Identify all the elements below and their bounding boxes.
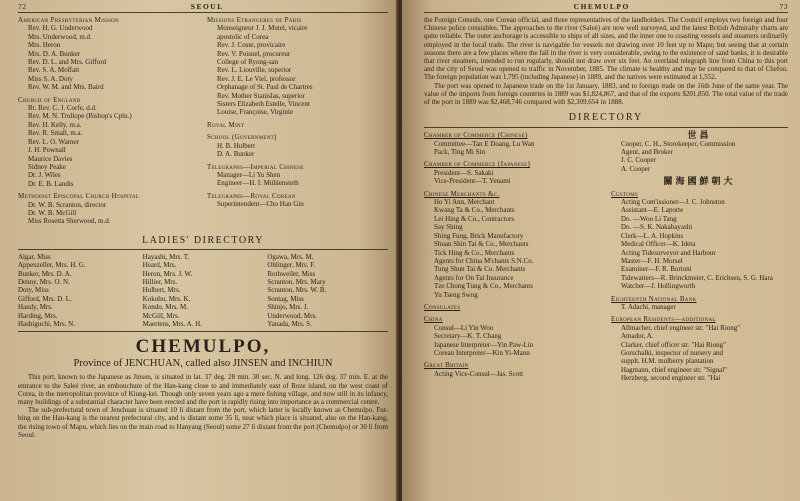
left-directory-col1 [18, 16, 199, 230]
ladies-entry: Appenzeller, Mrs. H. G. [18, 261, 86, 270]
directory-entry: Secretary—K. T. Chang [434, 332, 502, 341]
directory-section [611, 131, 788, 173]
directory-section [424, 361, 601, 378]
section-heading: Chamber of Commerce (Chinese) [424, 131, 528, 140]
right-directory-col2 [611, 131, 788, 386]
directory-section [207, 133, 388, 158]
directory-entry: H. B. Hulbert [217, 141, 256, 150]
directory-entry: Shing Fung, Brick Manufactory [434, 231, 524, 240]
directory-entry: apostolic of Corea [217, 32, 269, 41]
directory-entry: Agents for On Tai Insurance [434, 273, 514, 282]
directory-section [424, 315, 601, 357]
directory-entry: Clarker, chief officer str. "Hai Riong" [621, 340, 727, 349]
section-heading: Telegraphs—Royal Corean [207, 191, 296, 200]
left-running-head [18, 2, 388, 13]
directory-section [611, 315, 788, 382]
directory-entry: Watcher—J. Hollingworth [621, 282, 696, 291]
directory-section [424, 131, 601, 156]
ladies-entry: McGill, Mrs. [142, 311, 180, 320]
directory-entry: Vice-President—T. Yenami [434, 177, 511, 186]
ladies-column [267, 253, 388, 329]
right-page [402, 0, 800, 501]
directory-entry: Consul—Li Yin Woo [434, 323, 494, 332]
ladies-entry: Rothweiler, Miss [267, 269, 316, 278]
section-heading: Royal Mint [207, 120, 245, 129]
directory-section [18, 16, 199, 92]
directory-entry: Rev. V. Poisnel, procureur [217, 49, 291, 58]
directory-entry: Assistant—E. Laporte [621, 206, 684, 215]
directory-entry: Tidewaiters—R. Brinckmeier, C. Erichsen, S. G. Hara [621, 273, 773, 282]
left-page-number: 72 [18, 2, 27, 11]
section-heading: China [424, 315, 443, 324]
chinese-heading: 關海國鮮朝大 [663, 176, 736, 187]
ladies-entry: Heron, Mrs. J. W. [142, 269, 193, 278]
section-heading: Customs [611, 189, 638, 198]
chemulpo-title: CHEMULPO, [135, 336, 271, 358]
directory-entry: Acting Tidesurveyor and Harbour [621, 248, 716, 257]
directory-section [18, 96, 199, 188]
chinese-heading: 世昌 [687, 130, 712, 141]
directory-entry: Japanese Interpreter—Yin Paw-Lin [434, 340, 534, 349]
directory-entry: Herzberg, second engineer str. "Hai [621, 374, 721, 383]
ladies-column [18, 253, 139, 329]
directory-section [18, 192, 199, 226]
directory-entry: Tung Shun Tai & Co. Merchants [434, 265, 526, 274]
directory-entry: Medical Officer—K. Ideta [621, 240, 696, 249]
directory-entry: Shuan Shin Tai & Co., Merchants [434, 240, 529, 249]
directory-entry: President—S. Sakaki [434, 168, 494, 177]
directory-section [424, 303, 601, 311]
ladies-entry: Hayashi, Mrs. T. [142, 252, 190, 261]
directory-entry: Miss S. A. Doty [28, 74, 73, 83]
right-running-head [424, 2, 788, 13]
directory-entry: Tick Hing & Co., Merchants [434, 248, 515, 257]
directory-entry: Lei Hing & Co., Contractors [434, 214, 515, 223]
directory-entry: Manager—Li Yu Shen [217, 170, 281, 179]
section-heading: European Residents—additional [611, 315, 716, 324]
ladies-entry: Scranton, Mrs. Mary [267, 277, 326, 286]
ladies-entry: Yanada, Mrs. S. [267, 320, 312, 328]
directory-entry: T. Adachi, manager [621, 302, 676, 311]
directory-entry: Rev. L. O. Warner [28, 137, 79, 146]
section-heading: Eighteenth National Bank [611, 294, 697, 303]
directory-entry: College of Ryong-san [217, 58, 279, 67]
directory-entry: Master—F. H. Morsel [621, 256, 683, 265]
directory-entry: Mrs. Heron [28, 41, 61, 50]
directory-entry: Superintendent—Cho Han Gin [217, 200, 304, 209]
ladies-entry: Ogawa, Mrs. M. [267, 252, 314, 261]
province-subtitle: Province of JENCHUAN, called also JINSEN and INCHIUN [73, 358, 333, 370]
right-paragraph-1: the Foreign Consuls, one Corean official, and three representatives of the landholders. The Council employs two foreign and four Chinese police constables. The approaches to the river (Saleé) are now well surveyed, and the latest British Admiralty charts are quite reliable. The outer anchorage is accessible to ships of all sizes, and the inner one to coasting vessels and steamers ordinarily employed in the local trade. The river is navigable for vessels not drawing over 10 feet up to Mapu; but seeing that at certain seasons there are a few places where the fall in the river is very considerable, owing to the existence of sand banks, it is desirable that river steamers, intended to run regularly, should not draw over six feet. An overland telegraph line from China to this port and the city of Seoul was opened to traffic in November, 1885. The climate is healthy and may be compared to that of Chefoo. The foreign population was 1,795 (including Japanese) in 1889, and the natives were estimated at 1,552. [424, 16, 788, 82]
directory-section [207, 192, 388, 209]
directory-entry: J. C. Cooper [621, 156, 656, 165]
section-heading: Telegraphs—Imperial Chinese [207, 162, 304, 171]
directory-entry: Sisters Elizabeth Estelle, Vincent [217, 100, 310, 109]
directory-entry: Examiner—F. R. Borioni [621, 265, 692, 274]
directory-entry: Rev. W. M. and Mrs. Baird [28, 83, 104, 92]
directory-entry: Rev. S. A. Moffatt [28, 66, 80, 75]
ladies-entry: Kokubu, Mrs. K. [142, 294, 191, 303]
directory-entry: Sidney Peake [28, 162, 66, 171]
ladies-entry: Bunker, Mrs. D. A. [18, 269, 72, 278]
right-page-number: 73 [779, 2, 788, 11]
ladies-entry: Hashiguchi, Mrs. N. [18, 320, 75, 328]
directory-entry: Rt. Rev. C. J. Corfe, d.d. [28, 104, 97, 113]
right-directory-col1 [424, 131, 601, 386]
ladies-entry: Sontag, Miss [267, 294, 304, 303]
directory-entry: Allmacher, chief engineer str. "Hai Riong" [621, 323, 741, 332]
directory-entry: Rev. D. L. and Mrs. Gifford [28, 58, 107, 67]
directory-entry: Yu Tseng Swng [434, 290, 478, 299]
directory-section [611, 190, 788, 291]
directory-entry: Orphanage of St. Paul de Chartres [217, 83, 313, 92]
left-directory-col2 [207, 16, 388, 230]
directory-section [424, 190, 601, 299]
directory-entry: J. H. Pownall [28, 146, 66, 155]
directory-entry: Do. —S. K. Nakabayashi [621, 223, 693, 232]
directory-entry: Cooper, C. H., Storekeeper, Commission [621, 139, 736, 148]
directory-section [207, 16, 388, 117]
section-heading: Consulates [424, 302, 461, 311]
directory-entry: D. A. Bunker [217, 150, 255, 159]
directory-entry: Rev. H. G. Underwood [28, 24, 93, 33]
directory-section [611, 295, 788, 312]
directory-section [424, 160, 601, 185]
ladies-column [143, 253, 264, 329]
chemulpo-paragraph-2: The sub-prefectural town of Jenchuan is situated 10 li distant from the port, which latter is locally known as Chemulpo. Fut-bing on the Han-kang is the nearest prefectural city, and is distant some 35 li, near which place is situated, also on the Han-kang, the rising town of Mapu, which lies on the main road to Hanyang (Seoul) some 27 li distant from the port (Chemulpo) or 30 li from Seoul. [18, 406, 388, 439]
directory-entry: Monseigneur J. J. Mutel, vicaire [217, 24, 308, 33]
directory-entry: Acting Vice-Consul—Jas. Scott [434, 369, 524, 378]
directory-entry: Rev. L. Liouville, superior [217, 66, 292, 75]
directory-entry: Mrs. D. A. Bunker [28, 49, 81, 58]
chemulpo-paragraph-1: This port, known to the Japanese as Jinsen, is situated in lat. 37 deg. 28 min. 30 sec. N. and long. 126 deg. 37 min. E. at the entrance to the Saleé river, an embouchure of the Han-kang close to and immediately east of Roze island, on the west coast of Corea, in the metropolitan province of Kiung-kei. Though only seven years ago a mere fishing village, and now still in its infancy, many buildings of a substantial character have been erected and the port is rapidly rising into importance as a commercial centre. [18, 373, 388, 407]
directory-entry: Miss Rosetta Sherwood, m.d. [28, 217, 111, 226]
section-heading: Methodist Episcopal Church Hospital [18, 192, 140, 201]
directory-entry: Rev. Mother Stanislas, superior [217, 91, 306, 100]
right-paragraph-2: The port was opened to Japanese trade on the 1st January, 1883, and to foreign trade on the 16th June of the same year. The value of the imports from foreign countries in 1889 was $1,824,867, and that of the exports $201,850. The total value of the trade of the port in 1889 was $2,468,746 compared with $2,309,654 in 1888. [424, 81, 788, 107]
ladies-entry: Harding, Mrs. [18, 311, 58, 320]
directory-entry: Rev. H. Kelly, m.a. [28, 120, 82, 129]
directory-entry: Hagmann, chief engineer str. "Signal" [621, 365, 728, 374]
directory-entry: Kwang Ta & Co., Merchants [434, 206, 515, 215]
ladies-entry: Algar, Miss [18, 252, 51, 261]
ladies-entry: Gifford, Mrs. D. L. [18, 294, 72, 303]
directory-entry: Engineer—H. I. Mühlensteth [217, 179, 299, 188]
directory-entry: Rev. J. E. Le Viel, professor [217, 74, 296, 83]
directory-entry: Dr. W. B. Scranton, director [28, 200, 107, 209]
directory-entry: Do. —Woo Li Tang [621, 214, 677, 223]
directory-entry: Dr. E. B. Landis [28, 179, 74, 188]
section-heading: Chamber of Commerce (Japanese) [424, 160, 531, 169]
directory-entry: Maurice Davies [28, 154, 73, 163]
directory-entry: Dr. J. Wiles [28, 171, 61, 180]
directory-entry: Ho Yi Ann, Merchant [434, 198, 495, 207]
section-heading: Chinese Merchants &c. [424, 189, 500, 198]
directory-entry: Rev. R. Small, m.a. [28, 129, 83, 138]
directory-entry: Louise, Françoise, Virginie [217, 108, 293, 117]
directory-entry: Clerk—L. A. Hopkins [621, 231, 684, 240]
left-directory-columns [18, 16, 388, 230]
ladies-entry: Denny, Mrs. O. N. [18, 277, 70, 286]
left-page [0, 0, 398, 501]
ladies-entry: Hulbert, Mrs. [142, 286, 181, 295]
directory-section [207, 121, 388, 129]
directory-entry: Rev. M. N. Trollope (Bishop's Cpln.) [28, 112, 132, 121]
right-directory-columns [424, 131, 788, 386]
section-heading: School (Government) [207, 133, 277, 142]
directory-entry: Say Shing [434, 223, 463, 232]
directory-section [207, 163, 388, 188]
directory-title: DIRECTORY [568, 112, 644, 124]
directory-entry: Mrs. Underwood, m.d. [28, 32, 92, 41]
ladies-entry: Heard, Mrs. [142, 261, 177, 270]
section-heading: Missions Etrangeres de Paris [207, 16, 302, 24]
directory-entry: Agent, and Broker [621, 148, 673, 157]
directory-rule [424, 127, 788, 128]
ladies-entry: Doty, Miss [18, 286, 49, 295]
directory-entry: Amador, A. [621, 332, 654, 341]
directory-entry: Gorschalki, inspector of nursery and [621, 348, 724, 357]
directory-entry: Acting Com'issioner—J. C. Johnston [621, 198, 725, 207]
ladies-entry: Ohlinger, Mrs. F. [267, 261, 316, 270]
ladies-entry: Handy, Mrs. [18, 303, 53, 312]
directory-entry: supplt. H.M. mulberry plantation [621, 357, 714, 366]
ladies-entry: Underwood, Mrs. [267, 311, 317, 320]
ladies-entry: Scranton, Mrs. W. B. [267, 286, 327, 295]
directory-entry: Pack, Ting Mi Sin [434, 148, 485, 157]
section-heading: American Presbyterian Mission [18, 16, 119, 24]
ladies-directory-title: LADIES' DIRECTORY [142, 234, 264, 246]
directory-entry: Agents for China M'chants S.N.Co. [434, 256, 534, 265]
directory-entry: A. Cooper [621, 164, 651, 173]
section-heading: Great Britain [424, 361, 469, 370]
directory-entry: Dr. W. B. McGill [28, 208, 77, 217]
right-running-title: CHEMULPO [573, 2, 630, 11]
directory-entry: Corean Interpreter—Kin Yi-Mann [434, 348, 530, 357]
directory-entry: Rev. J. Coste, provicaire [217, 41, 286, 50]
ladies-entry: Shinjo, Mrs. J. [267, 303, 309, 312]
ladies-directory-table [18, 249, 388, 333]
ladies-entry: Kondo, Mrs. M. [142, 303, 188, 312]
directory-section [611, 177, 788, 185]
left-running-title: SEOUL [190, 2, 224, 11]
directory-entry: Tze Chong Tung & Co., Merchants [434, 282, 533, 291]
directory-entry: Committee—Tan E Doang, Lu Wan [434, 139, 535, 148]
ladies-entry: Hillier, Mrs. [142, 277, 178, 286]
ladies-entry: Maertens, Mrs. A. H. [142, 320, 202, 328]
section-heading: Church of England [18, 95, 81, 104]
